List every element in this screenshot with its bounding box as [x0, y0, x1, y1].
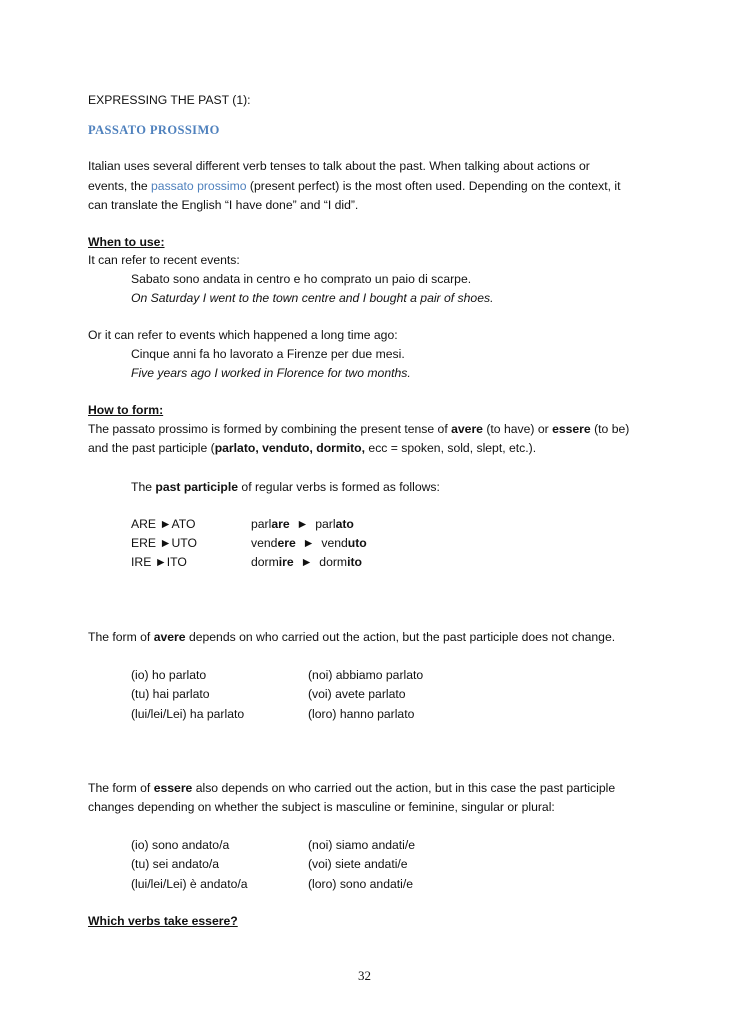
essere-conjugation-voi: (voi) siete andati/e — [308, 857, 408, 871]
term-passato-prossimo: passato prossimo — [151, 179, 247, 193]
rule-ending-ere: ERE ►UTO — [131, 536, 198, 550]
which-verbs-heading: Which verbs take essere? — [88, 914, 238, 928]
past-participle-intro: The past participle of regular verbs is formed as follows: — [131, 480, 440, 494]
rule-ending-are: ARE ►ATO — [131, 517, 196, 531]
when-line-2: Or it can refer to events which happened a long time ago: — [88, 328, 398, 342]
avere-conjugation-tu: (tu) hai parlato — [131, 687, 210, 701]
page-title: EXPRESSING THE PAST (1): — [88, 93, 251, 107]
essere-conjugation-noi: (noi) siamo andati/e — [308, 838, 416, 852]
intro-line-2: events, the passato prossimo (present perfect) is the most often used. Depending on the context, it — [88, 179, 621, 193]
avere-conjugation-voi: (voi) avete parlato — [308, 687, 406, 701]
avere-conjugation-io: (io) ho parlato — [131, 668, 207, 682]
rule-example-are: parlare ► parlato — [251, 517, 354, 531]
intro-line-3: can translate the English “I have done” and “I did”. — [88, 198, 359, 212]
rule-example-ire: dormire ► dormito — [251, 555, 362, 569]
when-line-1: It can refer to recent events: — [88, 253, 240, 267]
page-number: 32 — [358, 968, 371, 983]
section-heading: PASSATO PROSSIMO — [88, 123, 220, 137]
avere-conjugation-loro: (loro) hanno parlato — [308, 707, 415, 721]
essere-conjugation-loro: (loro) sono andati/e — [308, 877, 414, 891]
essere-explanation-2: changes depending on whether the subject is masculine or feminine, singular or plural: — [88, 800, 555, 814]
example-2-english: Five years ago I worked in Florence for two months. — [131, 366, 411, 380]
how-line-1: The passato prossimo is formed by combining the present tense of avere (to have) or essere (to be) — [88, 422, 630, 436]
essere-conjugation-io: (io) sono andato/a — [131, 838, 230, 852]
intro-line-1: Italian uses several different verb tenses to talk about the past. When talking about actions or — [88, 159, 590, 173]
example-2-italian: Cinque anni fa ho lavorato a Firenze per due mesi. — [131, 347, 405, 361]
rule-example-ere: vendere ► venduto — [251, 536, 367, 550]
example-1-italian: Sabato sono andata in centro e ho comprato un paio di scarpe. — [131, 272, 472, 286]
example-1-english: On Saturday I went to the town centre and I bought a pair of shoes. — [131, 291, 494, 305]
avere-conjugation-lui: (lui/lei/Lei) ha parlato — [131, 707, 245, 721]
essere-conjugation-tu: (tu) sei andato/a — [131, 857, 220, 871]
essere-conjugation-lui: (lui/lei/Lei) è andato/a — [131, 877, 248, 891]
avere-conjugation-noi: (noi) abbiamo parlato — [308, 668, 424, 682]
how-to-form-heading: How to form: — [88, 403, 164, 417]
how-line-2: and the past participle (parlato, venduto, dormito, ecc = spoken, sold, slept, etc.). — [88, 441, 537, 455]
essere-explanation-1: The form of essere also depends on who carried out the action, but in this case the past participle — [88, 781, 616, 795]
avere-explanation: The form of avere depends on who carried out the action, but the past participle does not change. — [88, 630, 616, 644]
rule-ending-ire: IRE ►ITO — [131, 555, 187, 569]
when-to-use-heading: When to use: — [88, 235, 165, 249]
